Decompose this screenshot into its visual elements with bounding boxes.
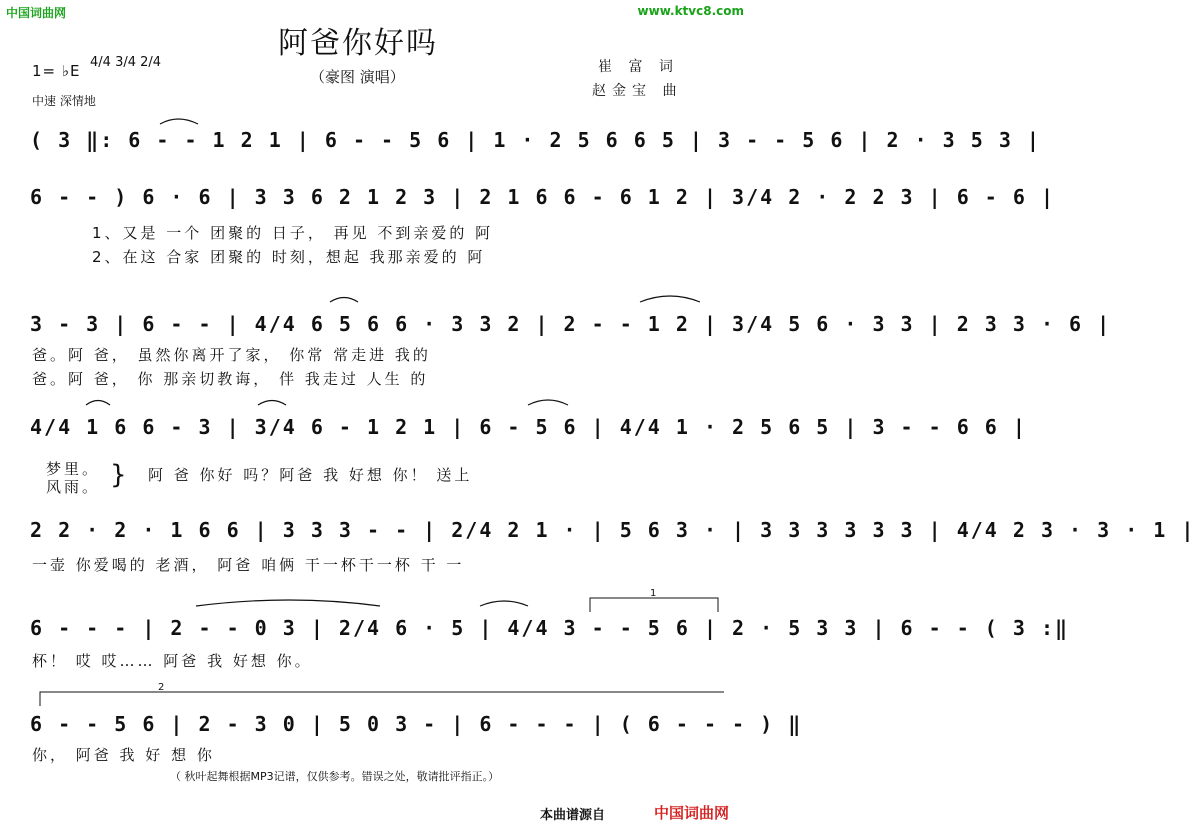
score-line-1: ( 3 ‖: 6 - - 1 2 1 | 6 - - 5 6 | 1 · 2 5 6 6 5 | 3 - - 5 6 | 2 · 3 5 3 | (30, 128, 1041, 152)
lyric-line-4-verse-1: 梦里。 (46, 460, 101, 478)
lyric-line-2-verse-2: 2、在这 合家 团聚的 时刻，想起 我那亲爱的 阿 (92, 248, 486, 266)
tempo-marking: 中速 深情地 (32, 94, 96, 108)
lyric-line-3-verse-1: 爸。阿 爸， 虽然你离开了家， 你常 常走进 我的 (32, 346, 431, 364)
score-line-6: 6 - - - | 2 - - 0 3 | 2/4 6 · 5 | 4/4 3 - - 5 6 | 2 · 5 3 3 | 6 - - ( 3 :‖ (30, 616, 1070, 640)
lyric-line-4-chorus: 阿 爸 你好 吗？阿爸 我 好想 你！ 送上 (148, 466, 473, 484)
time-sig-1: 4/4 (90, 55, 111, 70)
lyric-line-6: 杯！ 哎 哎…… 阿爸 我 好想 你。 (32, 652, 313, 670)
score-line-3: 3 - 3 | 6 - - | 4/4 6 5 6 6 · 3 3 2 | 2 - - 1 2 | 3/4 5 6 · 3 3 | 2 3 3 · 6 | (30, 312, 1112, 336)
score-line-7: 6 - - 5 6 | 2 - 3 0 | 5 0 3 - | 6 - - - | ( 6 - - - ) ‖ (30, 712, 803, 736)
time-sig-2: 3/4 (115, 55, 136, 70)
lyric-line-3-verse-2: 爸。阿 爸， 你 那亲切教诲， 伴 我走过 人生 的 (32, 370, 429, 388)
watermark-top-left: 中国词曲网 (6, 6, 67, 20)
score-line-5: 2 2 · 2 · 1 6 6 | 3 3 3 - - | 2/4 2 1 · | 5 6 3 · | 3 3 3 3 3 3 | 4/4 2 3 · 3 · 1 | (30, 518, 1195, 542)
verse-brace: } (110, 460, 127, 490)
lyric-line-4-verse-2: 风雨。 (46, 478, 101, 496)
lyric-line-7: 你， 阿爸 我 好 想 你 (32, 746, 215, 764)
composer: 赵金宝 曲 (592, 83, 683, 99)
key-signature: 1= ♭E (32, 62, 81, 80)
singer: （豪图 演唱） (310, 68, 405, 86)
lyric-line-5: 一壶 你爱喝的 老酒， 阿爸 咱俩 干一杯干一杯 干 一 (32, 556, 465, 574)
volta-2-bracket (40, 692, 724, 706)
volta-1-bracket (590, 598, 718, 612)
lyric-line-2-verse-1: 1、又是 一个 团聚的 日子， 再见 不到亲爱的 阿 (92, 224, 494, 242)
footer-source-label: 本曲谱源自 (540, 808, 606, 823)
footnote: （ 秋叶起舞根据MP3记谱，仅供参考。错误之处，敬请批评指正。） (170, 770, 500, 783)
song-title: 阿爸你好吗 (278, 26, 438, 61)
score-line-4: 4/4 1 6 6 - 3 | 3/4 6 - 1 2 1 | 6 - 5 6 | 4/4 1 · 2 5 6 5 | 3 - - 6 6 | (30, 415, 1027, 439)
time-sig-3: 2/4 (140, 55, 162, 70)
lyricist: 崔 富 词 (598, 59, 679, 75)
volta-1-number: 1 (650, 588, 657, 599)
watermark-top-right: www.ktvc8.com (637, 4, 744, 18)
watermark-bottom-right: 中国词曲网 (654, 804, 730, 822)
slurs (86, 119, 700, 606)
score-line-2: 6 - - ) 6 · 6 | 3 3 6 2 1 2 3 | 2 1 6 6 - 6 1 2 | 3/4 2 · 2 2 3 | 6 - 6 | (30, 185, 1055, 209)
volta-2-number: 2 (158, 682, 165, 693)
